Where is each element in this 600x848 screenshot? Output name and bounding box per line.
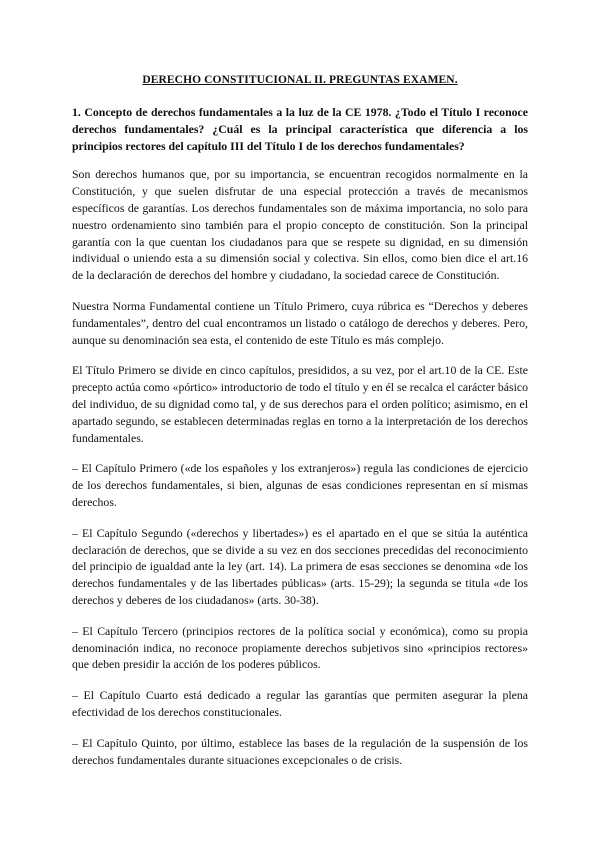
document-title: DERECHO CONSTITUCIONAL II. PREGUNTAS EXAMEN. bbox=[142, 74, 458, 86]
paragraph-capitulo-primero: – El Capítulo Primero («de los españoles y los extranjeros») regula las condiciones de ejercicio de los derechos fundamentales, si bien, algunas de esas condiciones representan en sí mismas derechos. bbox=[72, 461, 528, 509]
paragraph-definition: Son derechos humanos que, por su importancia, se encuentran recogidos normalmente en la Constitución, y que suelen disfrutar de una especial protección a través de mecanismos específicos de garantías. Los derechos fundamentales son de máxima importancia, no solo para nuestro ordenamiento sino también para el propio concepto de constitución. Son la principal garantía con la que cuentan los ciudadanos para que se respete su dignidad, en su dimensión individual o uniendo esta a su dimensión social y colectiva. Sin ellos, como bien dice el art.16 de la declaración de derechos del hombre y ciudadano, la sociedad carece de Constitución. bbox=[72, 167, 528, 283]
paragraph-capitulo-segundo: – El Capítulo Segundo («derechos y libertades») es el apartado en el que se sitúa la auténtica declaración de derechos, que se divide a su vez en dos secciones precedidas del reconocimiento del principio de igualdad ante la ley (art. 14). La primera de esas secciones se denomina «de los derechos fundamentales y de las libertades públicas» (arts. 15-29); la segunda se titula «de los derechos y deberes de los ciudadanos» (arts. 30-38). bbox=[72, 525, 528, 607]
paragraph-capitulo-quinto: – El Capítulo Quinto, por último, establece las bases de la regulación de la suspensión de los derechos fundamentales durante situaciones excepcionales o de crisis. bbox=[72, 735, 528, 767]
question-heading: 1. Concepto de derechos fundamentales a la luz de la CE 1978. ¿Todo el Título I reconoce derechos fundamentales? ¿Cuál es la principal característica que diferencia a los principios rectores del capítulo III del Título I de los derechos fundamentales? bbox=[72, 105, 528, 153]
paragraph-capitulo-cuarto: – El Capítulo Cuarto está dedicado a regular las garantías que permiten asegurar la plena efectividad de los derechos constitucionales. bbox=[72, 688, 528, 719]
paragraph-division: El Título Primero se divide en cinco capítulos, presididos, a su vez, por el art.10 de la CE. Este precepto actúa como «pórtico» introductorio de todo el título y en él se recalca el carácter básico del individuo, de su dignidad como tal, y de sus derechos para el orden político; asimismo, en el apartado segundo, se establecen determinadas reglas en torno a la interpretación de los derechos fundamentales. bbox=[72, 363, 528, 445]
paragraph-capitulo-tercero: – El Capítulo Tercero (principios rectores de la política social y económica), como su propia denominación indica, no reconoce propiamente derechos subjetivos sino «principios rectores» que deben presidir la acción de los poderes públicos. bbox=[72, 623, 528, 672]
paragraph-titulo-primero: Nuestra Norma Fundamental contiene un Título Primero, cuya rúbrica es “Derechos y deberes fundamentales”, dentro del cual encontramos un listado o catálogo de derechos y deberes. Pero, aunque su denominación sea esta, el contenido de este Título es más complejo. bbox=[72, 298, 528, 347]
document-body bbox=[72, 104, 528, 782]
